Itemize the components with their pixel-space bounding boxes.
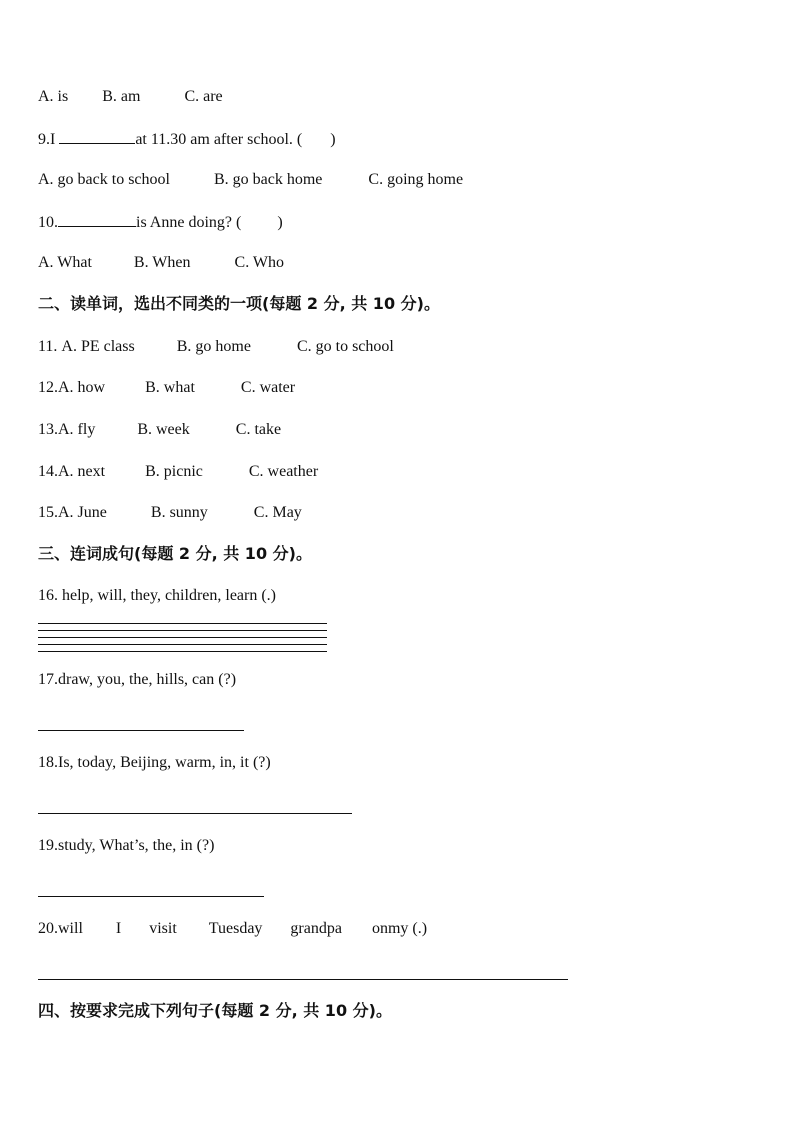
q12-number: 12. — [38, 379, 58, 396]
q9-options — [38, 170, 463, 190]
q19-answer-line[interactable] — [38, 896, 264, 897]
q19-prompt: 19.study, What’s, the, in (?) — [38, 837, 215, 854]
section-2-title: 二、读单词，选出不同类的一项(每题 2 分, 共 10 分)。 — [38, 294, 440, 313]
q14-option-a[interactable]: A. next — [58, 463, 106, 480]
q12-option-a[interactable]: A. how — [58, 379, 106, 396]
q15-option-b[interactable]: B. sunny — [150, 504, 208, 521]
q9-option-c[interactable]: C. going home — [368, 171, 464, 188]
q10-options — [38, 253, 284, 273]
q20-word-2: visit — [149, 920, 177, 937]
q12-option-b[interactable]: B. what — [145, 379, 195, 396]
q15-option-c[interactable]: C. May — [253, 504, 302, 521]
q14-row — [38, 462, 318, 482]
q13-option-b[interactable]: B. week — [137, 421, 190, 438]
q11-option-a[interactable]: A. PE class — [61, 338, 135, 355]
q15-number: 15. — [38, 504, 58, 521]
q12-option-c[interactable]: C. water — [240, 379, 296, 396]
q20-prompt — [38, 919, 427, 939]
q15-option-a[interactable]: A. June — [58, 504, 107, 521]
q10-option-b[interactable]: B. When — [133, 254, 191, 271]
q11-option-b[interactable]: B. go home — [176, 338, 251, 355]
q9-answer-blank[interactable] — [59, 129, 135, 144]
q14-number: 14. — [38, 463, 58, 480]
q20-word-5: onmy (.) — [371, 920, 428, 937]
section-4-title: 四、按要求完成下列句子(每题 2 分, 共 10 分)。 — [38, 1001, 392, 1020]
q16-answer-line-5[interactable] — [38, 651, 327, 652]
q9-option-b[interactable]: B. go back home — [213, 171, 323, 188]
q13-option-a[interactable]: A. fly — [58, 421, 96, 438]
q11-option-c[interactable]: C. go to school — [296, 338, 394, 355]
q9-number: 9.I — [38, 131, 56, 148]
q18-prompt: 18.Is, today, Beijing, warm, in, it (?) — [38, 754, 271, 771]
q20-number: 20.will — [38, 920, 83, 937]
q10-text: is Anne doing? ( — [136, 214, 242, 231]
q11-row — [38, 337, 394, 357]
q12-row — [38, 378, 295, 398]
q14-option-b[interactable]: B. picnic — [145, 463, 203, 480]
q20-word-4: grandpa — [290, 920, 342, 937]
q10-number: 10. — [38, 214, 58, 231]
q17-answer-line[interactable] — [38, 730, 244, 731]
q20-word-3: Tuesday — [208, 920, 263, 937]
q9-text: at 11.30 am after school. ( — [135, 131, 303, 148]
q16-prompt: 16. help, will, they, children, learn (.) — [38, 587, 276, 604]
q10-answer-blank[interactable] — [58, 212, 136, 227]
q13-option-c[interactable]: C. take — [235, 421, 282, 438]
q8-option-a[interactable]: A. is — [38, 88, 69, 105]
q14-option-c[interactable]: C. weather — [248, 463, 319, 480]
q16-answer-line-1[interactable] — [38, 623, 327, 624]
q20-word-1: I — [115, 920, 122, 937]
q13-row — [38, 420, 281, 440]
q10-close-paren: ) — [277, 214, 283, 231]
q10-option-a[interactable]: A. What — [38, 254, 92, 271]
q9-question — [38, 129, 336, 150]
q9-option-a[interactable]: A. go back to school — [38, 171, 170, 188]
q8-options — [38, 87, 223, 107]
q8-option-b[interactable]: B. am — [102, 88, 141, 105]
q9-close-paren: ) — [330, 131, 336, 148]
section-3-title: 三、连词成句(每题 2 分, 共 10 分)。 — [38, 544, 312, 563]
q10-option-c[interactable]: C. Who — [234, 254, 284, 271]
q16-answer-line-4[interactable] — [38, 644, 327, 645]
q16-answer-line-2[interactable] — [38, 630, 327, 631]
q11-number: 11. — [38, 338, 58, 355]
q17-prompt: 17.draw, you, the, hills, can (?) — [38, 671, 237, 688]
q15-row — [38, 503, 302, 523]
q13-number: 13. — [38, 421, 58, 438]
q20-answer-line[interactable] — [38, 979, 568, 980]
q16-answer-line-3[interactable] — [38, 637, 327, 638]
q8-option-c[interactable]: C. are — [184, 88, 223, 105]
q10-question — [38, 212, 283, 233]
q18-answer-line[interactable] — [38, 813, 352, 814]
